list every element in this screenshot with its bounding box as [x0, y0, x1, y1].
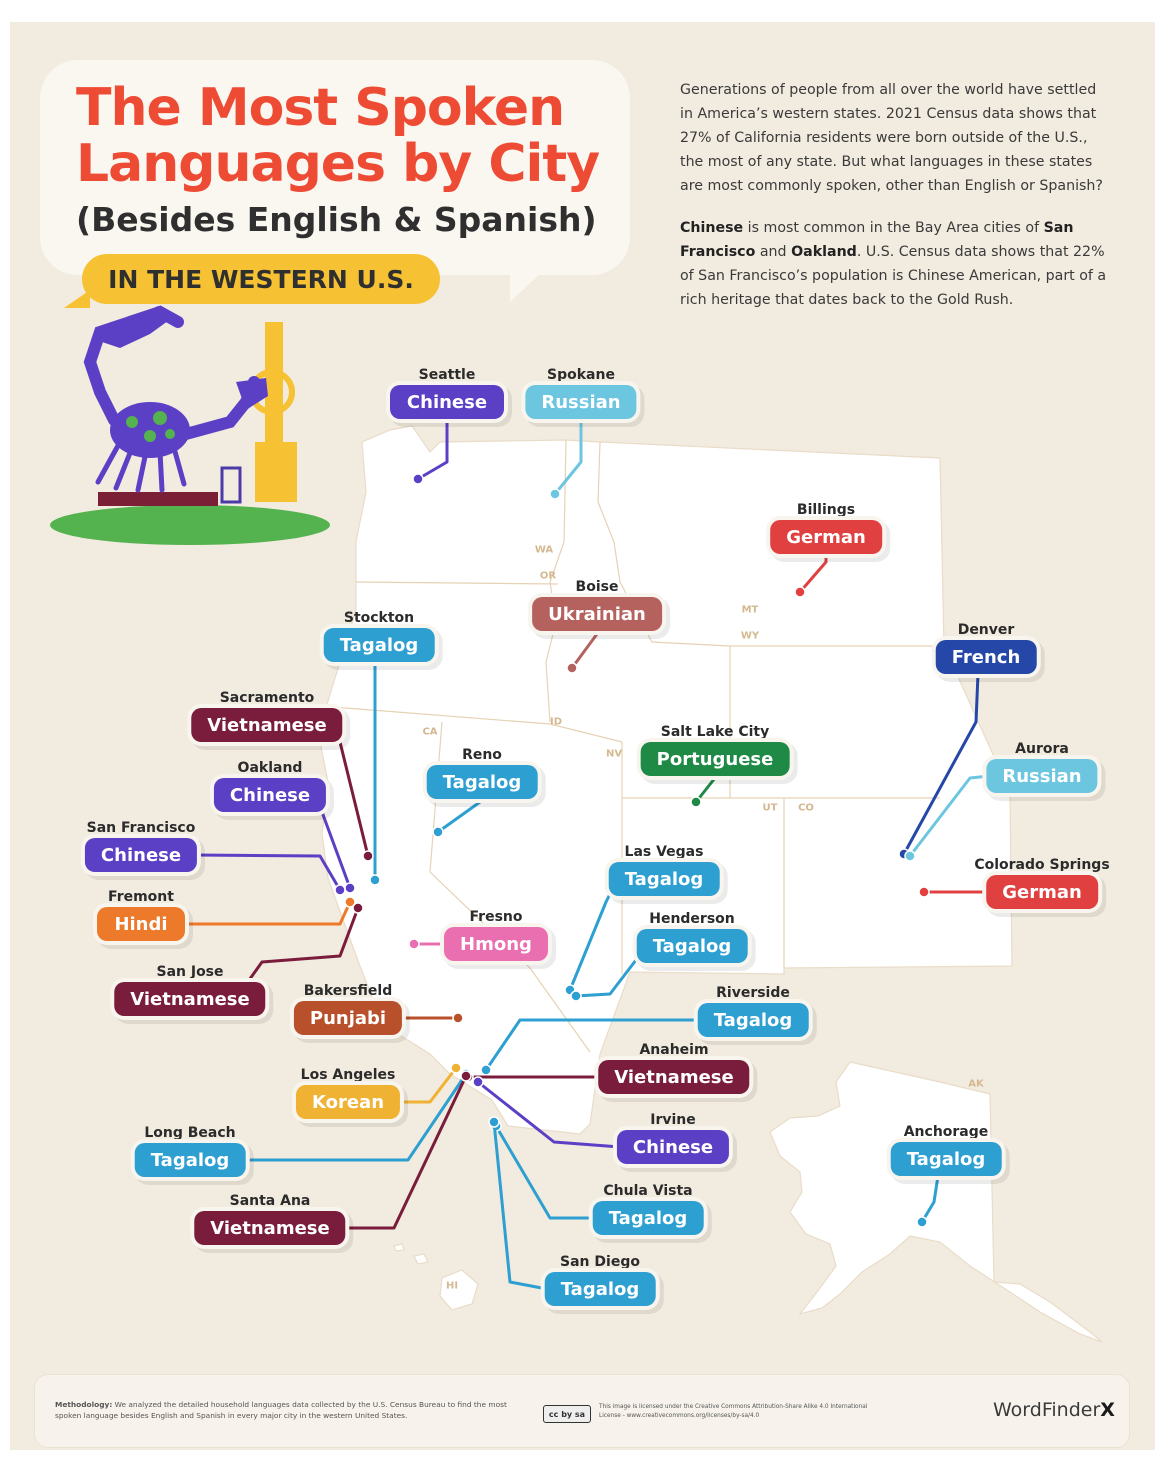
- language-pill-spokane: Russian: [525, 385, 636, 419]
- language-pill-san-francisco: Chinese: [85, 838, 197, 872]
- language-pill-reno: Tagalog: [427, 765, 538, 799]
- license-note: This image is licensed under the Creative Commons Attribution-Share Alike 4.0 International License - www.creativecommons.org/licenses/by-sa/4.0: [599, 1404, 868, 1419]
- city-label-aurora: Aurora: [1015, 741, 1069, 757]
- state-label-wy: WY: [740, 630, 760, 642]
- city-dot-bakersfield: [453, 1013, 463, 1023]
- language-pill-stockton: Tagalog: [324, 628, 435, 662]
- city-label-denver: Denver: [957, 622, 1015, 638]
- language-pill-chula-vista: Tagalog: [593, 1201, 704, 1235]
- city-dot-san-jose: [353, 903, 363, 913]
- city-dot-colorado-springs: [919, 887, 929, 897]
- connector-fremont: [188, 902, 350, 924]
- state-label-hi: HI: [445, 1280, 459, 1292]
- language-pill-colorado-springs: German: [986, 875, 1098, 909]
- city-label-anchorage: Anchorage: [903, 1124, 989, 1140]
- state-label-ak: AK: [968, 1078, 984, 1090]
- state-label-co: CO: [798, 802, 814, 814]
- intro-paragraph-2: Chinese is most common in the Bay Area cities of San Francisco and Oakland. U.S. Census data shows that 22% of San Francisco’s population is Chinese American, part of a rich heritage that dates back to the Gold Rush.: [680, 220, 1107, 308]
- methodology-note: Methodology: We analyzed the detailed household languages data collected by the U.S. Census Bureau to find the most spoken language besides English and Spanish in every major city in the western United States.: [55, 1400, 507, 1420]
- city-label-stockton: Stockton: [343, 610, 415, 626]
- language-pill-santa-ana: Vietnamese: [194, 1211, 345, 1245]
- city-dot-irvine: [473, 1077, 483, 1087]
- city-dot-reno: [433, 827, 443, 837]
- language-pill-anchorage: Tagalog: [891, 1142, 1002, 1176]
- alaska-landmass: [770, 1062, 1102, 1342]
- city-label-spokane: Spokane: [547, 367, 615, 383]
- language-pill-san-jose: Vietnamese: [114, 982, 265, 1016]
- city-dot-salt-lake-city: [691, 797, 701, 807]
- language-pill-aurora: Russian: [986, 759, 1097, 793]
- state-label-or: OR: [539, 570, 557, 582]
- language-pill-anaheim: Vietnamese: [598, 1060, 749, 1094]
- creative-commons-badge: cc by sa: [543, 1405, 591, 1423]
- state-label-id: ID: [549, 716, 563, 728]
- city-label-colorado-springs: Colorado Springs: [974, 857, 1110, 873]
- city-label-long-beach: Long Beach: [144, 1125, 236, 1141]
- language-pill-billings: German: [770, 520, 882, 554]
- city-dot-anchorage: [917, 1217, 927, 1227]
- city-label-reno: Reno: [462, 747, 502, 763]
- language-pill-boise: Ukrainian: [532, 597, 662, 631]
- city-dot-aurora: [905, 851, 915, 861]
- city-dot-spokane: [550, 489, 560, 499]
- language-pill-san-diego: Tagalog: [545, 1272, 656, 1306]
- city-label-salt-lake-city: Salt Lake City: [660, 724, 770, 740]
- region-banner: IN THE WESTERN U.S.: [82, 254, 440, 304]
- language-pill-henderson: Tagalog: [637, 929, 748, 963]
- language-pill-los-angeles: Korean: [296, 1085, 400, 1119]
- city-dot-oakland: [345, 883, 355, 893]
- city-label-san-jose: San Jose: [156, 964, 224, 980]
- city-dot-seattle: [413, 474, 423, 484]
- language-pill-las-vegas: Tagalog: [609, 862, 720, 896]
- intro-bold-chinese: Chinese: [680, 220, 744, 236]
- city-dot-riverside: [481, 1065, 491, 1075]
- city-dot-sacramento: [363, 851, 373, 861]
- intro-paragraph-1: Generations of people from all over the world have settled in America’s western states. 2021 Census data shows that 27% of California residents were born outside of the U.S., the most of any state. But what languages in these states are most commonly spoken, other than English or Spanish?: [680, 82, 1103, 194]
- hawaii-small-island-2: [394, 1244, 404, 1251]
- language-pill-fresno: Hmong: [444, 927, 548, 961]
- language-pill-denver: French: [936, 640, 1037, 674]
- city-label-riverside: Riverside: [716, 985, 790, 1001]
- city-label-fremont: Fremont: [108, 889, 174, 905]
- infographic-poster: [10, 22, 1155, 1450]
- city-label-chula-vista: Chula Vista: [603, 1183, 693, 1199]
- city-dot-fresno: [409, 939, 419, 949]
- language-pill-fremont: Hindi: [97, 907, 185, 941]
- language-pill-irvine: Chinese: [617, 1130, 729, 1164]
- city-dot-stockton: [370, 875, 380, 885]
- connector-san-diego: [494, 1122, 547, 1289]
- city-label-seattle: Seattle: [418, 367, 476, 383]
- page-subtitle: (Besides English & Spanish): [76, 200, 597, 239]
- language-pill-long-beach: Tagalog: [135, 1143, 246, 1177]
- connector-los-angeles: [400, 1068, 456, 1102]
- page-title: The Most Spoken Languages by City: [76, 78, 600, 194]
- city-label-irvine: Irvine: [650, 1112, 696, 1128]
- language-pill-salt-lake-city: Portuguese: [641, 742, 790, 776]
- city-label-las-vegas: Las Vegas: [624, 844, 704, 860]
- city-dot-san-francisco: [335, 885, 345, 895]
- city-label-san-francisco: San Francisco: [86, 820, 196, 836]
- city-dot-henderson: [571, 991, 581, 1001]
- city-label-oakland: Oakland: [237, 760, 303, 776]
- connector-san-francisco: [194, 855, 340, 890]
- city-label-bakersfield: Bakersfield: [303, 983, 393, 999]
- city-label-santa-ana: Santa Ana: [229, 1193, 311, 1209]
- connector-chula-vista: [496, 1126, 595, 1218]
- wordfinder-logo: WordFinderX: [993, 1399, 1115, 1421]
- state-label-ut: UT: [762, 802, 778, 814]
- language-pill-seattle: Chinese: [390, 385, 504, 419]
- city-label-boise: Boise: [575, 579, 619, 595]
- state-label-wa: WA: [534, 544, 554, 556]
- city-label-henderson: Henderson: [649, 911, 735, 927]
- state-label-mt: MT: [741, 604, 759, 616]
- city-dot-billings: [795, 587, 805, 597]
- contiguous-west-landmass: [320, 426, 1012, 1134]
- city-dot-santa-ana: [461, 1071, 471, 1081]
- language-pill-oakland: Chinese: [214, 778, 326, 812]
- city-label-sacramento: Sacramento: [219, 690, 315, 706]
- state-label-nv: NV: [605, 748, 623, 760]
- hawaii-small-island-1: [414, 1254, 428, 1264]
- city-label-fresno: Fresno: [469, 909, 523, 925]
- title-bubble-tail: [510, 274, 540, 302]
- crab-illustration: [50, 306, 330, 545]
- city-label-anaheim: Anaheim: [639, 1042, 709, 1058]
- language-pill-sacramento: Vietnamese: [191, 708, 342, 742]
- intro-text: [680, 78, 1110, 330]
- language-pill-riverside: Tagalog: [698, 1003, 809, 1037]
- city-label-san-diego: San Diego: [560, 1254, 640, 1270]
- city-dot-boise: [567, 663, 577, 673]
- city-dot-san-diego: [489, 1117, 499, 1127]
- state-label-ca: CA: [422, 726, 438, 738]
- city-dot-los-angeles: [451, 1063, 461, 1073]
- city-label-billings: Billings: [796, 502, 856, 518]
- language-pill-bakersfield: Punjabi: [294, 1001, 402, 1035]
- city-label-los-angeles: Los Angeles: [300, 1067, 396, 1083]
- footer: [34, 1374, 1130, 1448]
